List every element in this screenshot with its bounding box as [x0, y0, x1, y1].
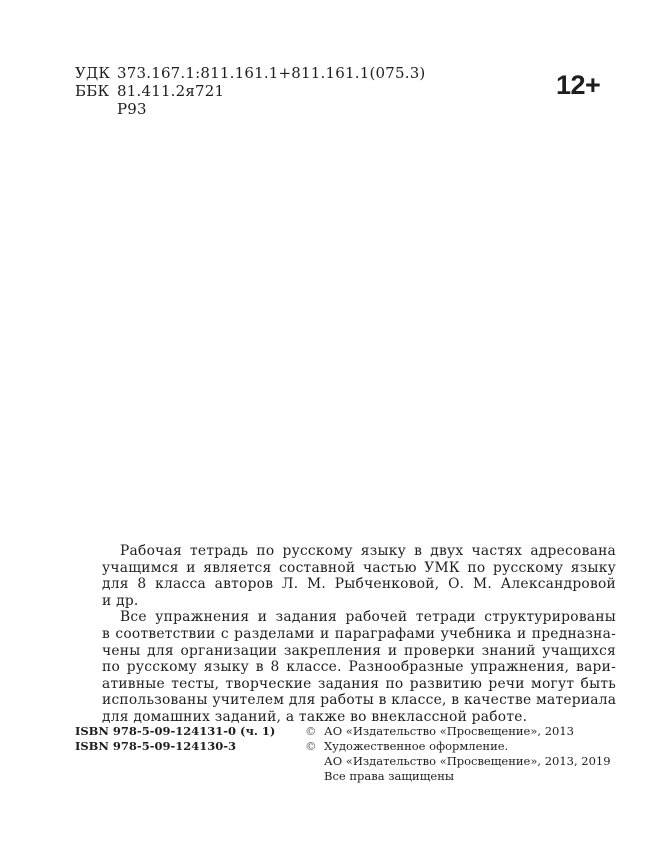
copyright-line [305, 724, 611, 739]
copyright-line [305, 754, 611, 769]
author-mark-row [75, 100, 426, 118]
bbk-label: ББК [75, 82, 110, 100]
text-line: и др. [102, 592, 139, 609]
annotation [102, 543, 616, 726]
copyright-block [305, 724, 611, 784]
author-mark: Р93 [117, 100, 147, 118]
classification-block [75, 64, 426, 118]
bbk-value: 81.411.2я721 [117, 82, 225, 100]
text-line: по русскому языку в 8 классе. Разнообразные упражнения, вари- [102, 659, 616, 676]
text-line: для домашних заданий, а также во внеклассной работе. [102, 708, 528, 725]
copyright-icon: © [305, 724, 317, 738]
isbn-part-1: ISBN 978-5-09-124131-0 (ч. 1) [75, 724, 276, 738]
udk-value: 373.167.1:811.161.1+811.161.1(075.3) [117, 64, 426, 82]
age-rating: 12+ [556, 70, 601, 100]
udk-row [75, 64, 426, 82]
copyright-icon: © [305, 739, 317, 753]
copyright-text: Художественное оформление. [324, 739, 509, 753]
udk-label: УДК [75, 64, 111, 82]
isbn-set: ISBN 978-5-09-124130-3 [75, 739, 237, 753]
rights-reserved: Все права защищены [324, 769, 455, 783]
text-line: Рабочая тетрадь по русскому языку в двух частях адресована [120, 543, 616, 559]
copyright-text: АО «Издательство «Просвещение», 2013, 2019 [324, 754, 611, 768]
copyright-line [305, 739, 611, 754]
text-line: Все упражнения и задания рабочей тетради структурированы [120, 609, 616, 626]
text-line: для 8 класса авторов Л. М. Рыбченковой, О. М. Александровой [102, 576, 616, 593]
text-line: ативные тесты, творческие задания по развитию речи могут быть [102, 675, 616, 692]
copyright-line [305, 769, 611, 784]
copyright-text: АО «Издательство «Просвещение», 2013 [324, 724, 574, 738]
text-line: в соответствии с разделами и параграфами учебника и предназна- [102, 625, 616, 642]
text-line: чены для организации закрепления и проверки знаний учащихся [102, 642, 616, 659]
text-line: учащимся и является составной частью УМК по русскому языку [102, 559, 616, 576]
text-line: использованы учителем для работы в классе, в качестве материала [102, 692, 617, 709]
bbk-row [75, 82, 426, 100]
isbn-block [75, 724, 275, 754]
annotation-paragraph-2 [102, 609, 616, 725]
annotation-paragraph-1 [102, 543, 616, 609]
